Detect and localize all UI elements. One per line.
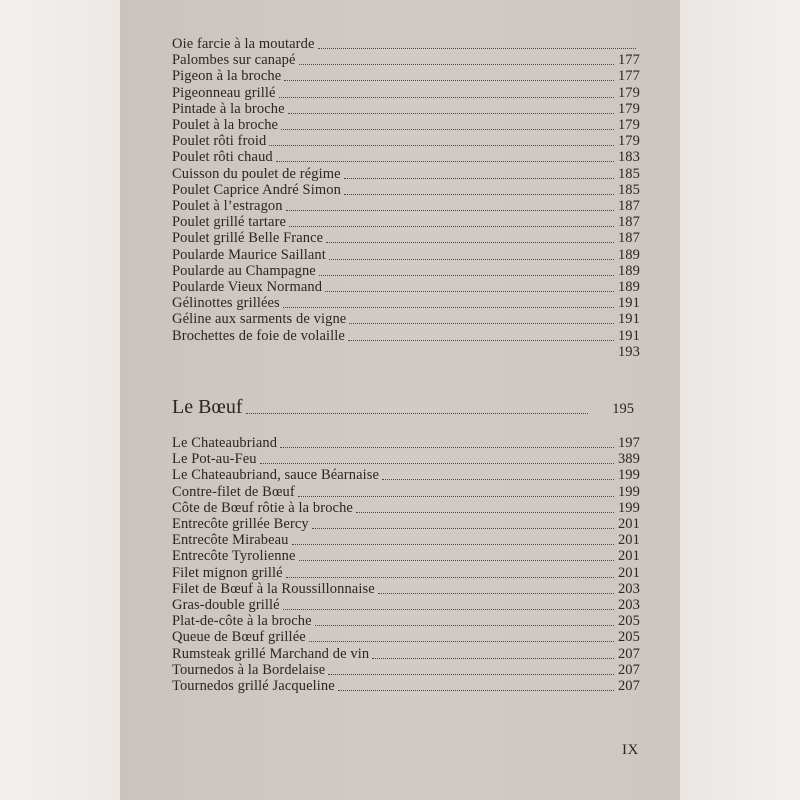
toc-entry [172, 678, 640, 694]
toc-entry [172, 613, 640, 629]
toc-entry-title: Rumsteak grillé Marchand de vin [172, 645, 370, 662]
toc-entry [172, 198, 640, 214]
dot-leader [356, 512, 614, 513]
toc-entry-title: Poulet rôti chaud [172, 149, 273, 166]
toc-entry-page-number: 205 [617, 629, 640, 646]
toc-entry-title: Poulet Caprice André Simon [172, 181, 341, 198]
toc-entry-page-number: 179 [617, 117, 640, 133]
toc-entry-title: Entrecôte Tyrolienne [172, 548, 296, 565]
dot-leader [329, 259, 614, 260]
dot-leader [288, 113, 614, 114]
toc-entry-page-number: 199 [617, 467, 640, 484]
toc-entry [172, 581, 640, 597]
dot-leader [348, 340, 614, 341]
dot-leader [269, 145, 614, 146]
dot-leader [344, 178, 614, 179]
toc-entry [172, 36, 640, 52]
toc-entry [172, 597, 640, 613]
dot-leader [349, 323, 614, 324]
dot-leader [319, 275, 614, 276]
dot-leader [276, 161, 614, 162]
toc-entry-page-number: 191 [617, 295, 640, 312]
toc-entry [172, 230, 640, 246]
toc-entry-page-number: 179 [617, 84, 640, 101]
toc-entry-title: Palombes sur canapé [172, 52, 296, 69]
toc-entry-title: Poularde Vieux Normand [172, 279, 323, 295]
section-heading [172, 395, 640, 419]
toc-entry [172, 662, 640, 678]
toc-entry [172, 629, 640, 645]
toc-entry-title: Contre-filet de Bœuf [172, 483, 295, 500]
toc-entry [172, 328, 640, 344]
toc-entry [172, 133, 640, 149]
toc-entry-title: Filet mignon grillé [172, 564, 283, 581]
toc-entry [172, 646, 640, 662]
dot-leader [284, 80, 614, 81]
toc-entry-page-number: 187 [617, 198, 640, 214]
toc-entry-title: Gras-double grillé [172, 597, 280, 613]
toc-entry [172, 311, 640, 327]
toc-entry [172, 182, 640, 198]
toc-entry [172, 52, 640, 68]
toc-entry-page-number: 187 [617, 214, 640, 231]
dot-leader [286, 577, 614, 578]
dot-leader [283, 609, 614, 610]
toc-entry-title: Entrecôte grillée Bercy [172, 516, 309, 532]
toc-entry [172, 451, 640, 467]
dot-leader [260, 463, 614, 464]
dot-leader [279, 97, 614, 98]
toc-entry [172, 263, 640, 279]
dot-leader [378, 593, 614, 594]
toc-entry-page-number: 199 [617, 499, 640, 516]
toc-entry-page-number: 201 [617, 532, 640, 549]
toc-entry-title: Queue de Bœuf grillée [172, 629, 306, 646]
toc-entry-title: Poulet grillé tartare [172, 214, 287, 231]
toc-entry-title: Cuisson du poulet de régime [172, 165, 341, 182]
toc-entry [172, 68, 640, 84]
toc-entry [172, 467, 640, 483]
dot-leader [299, 64, 614, 65]
toc-entry-title: Poulet à l’estragon [172, 198, 283, 214]
toc-entry-page-number: 201 [617, 516, 640, 532]
toc-entry-title: Brochettes de foie de volaille [172, 327, 345, 344]
dot-leader [283, 307, 614, 308]
toc-entry-page-number: 203 [617, 597, 640, 613]
toc-entry-page-number: 199 [617, 483, 640, 500]
toc-entry-title: Le Chateaubriand, sauce Béarnaise [172, 467, 380, 484]
dot-leader [246, 413, 589, 414]
toc-entry-title: Entrecôte Mirabeau [172, 532, 289, 549]
toc-entry-page-number: 207 [617, 645, 640, 662]
dot-leader [289, 226, 614, 227]
toc-entry [172, 516, 640, 532]
dot-leader [315, 625, 614, 626]
toc-entry [172, 500, 640, 516]
toc-entry-title: Poulet à la broche [172, 117, 279, 133]
toc-entry-page-number: 185 [617, 165, 640, 182]
toc-entry-title: Poulet grillé Belle France [172, 230, 324, 247]
dot-leader [382, 479, 614, 480]
toc-entry-page-number: 193 [617, 343, 640, 360]
toc-entry-title: Poularde Maurice Saillant [172, 246, 326, 263]
toc-entry-page-number: 187 [617, 230, 640, 247]
section-title: Le Bœuf [172, 396, 243, 418]
toc-entry-page-number: 179 [617, 133, 640, 150]
toc-entry-page-number: 197 [617, 435, 640, 451]
dot-leader [318, 48, 637, 49]
toc-entry-title: Géline aux sarments de vigne [172, 311, 347, 328]
dot-leader [286, 210, 614, 211]
toc-entry-page-number: 207 [617, 661, 640, 678]
toc-entry-page-number: 191 [617, 327, 640, 344]
dot-leader [281, 129, 614, 130]
toc-entry [172, 279, 640, 295]
toc-entry-page-number: 189 [617, 279, 640, 295]
toc-entry [172, 344, 640, 360]
background-left [0, 0, 120, 800]
dot-leader [326, 242, 614, 243]
toc-entry-title: Filet de Bœuf à la Roussillonnaise [172, 580, 375, 597]
toc-entry-title: Pigeon à la broche [172, 68, 282, 85]
dot-leader [312, 528, 614, 529]
toc-entry-page-number: 201 [617, 548, 640, 565]
toc-entry-title: Pintade à la broche [172, 100, 285, 117]
toc-entry [172, 548, 640, 564]
toc-entry-title: Oie farcie à la moutarde [172, 36, 315, 52]
toc-entry [172, 484, 640, 500]
toc-entry-title: Gélinottes grillées [172, 295, 280, 312]
toc-entry [172, 85, 640, 101]
dot-leader [309, 641, 614, 642]
toc-entry-page-number: 177 [617, 52, 640, 69]
toc-entry-title: Côte de Bœuf rôtie à la broche [172, 499, 353, 516]
dot-leader [338, 690, 614, 691]
toc-entry-title: Poulet rôti froid [172, 133, 267, 150]
dot-leader [372, 658, 614, 659]
dot-leader [328, 674, 614, 675]
toc-entry-page-number: 177 [617, 68, 640, 85]
toc-entry-title: Plat-de-côte à la broche [172, 613, 312, 630]
toc-entry-title: Le Chateaubriand [172, 435, 278, 451]
toc-entry-page-number: 389 [617, 451, 640, 468]
toc-entry [172, 435, 640, 451]
folio-page-number: IX [622, 742, 639, 758]
toc-entry-page-number: 179 [617, 100, 640, 117]
toc-entry [172, 532, 640, 548]
toc-entry-title: Tournedos à la Bordelaise [172, 661, 326, 678]
section-page-number: 195 [612, 401, 634, 417]
background-right [680, 0, 800, 800]
toc-entry-title: Poularde au Champagne [172, 262, 316, 279]
toc-entry-page-number: 191 [617, 311, 640, 328]
toc-entry [172, 101, 640, 117]
toc-entry [172, 166, 640, 182]
toc-entry-page-number: 201 [617, 564, 640, 581]
toc-entry-page-number: 185 [617, 181, 640, 198]
toc-entry-title: Pigeonneau grillé [172, 84, 276, 101]
dot-leader [344, 194, 614, 195]
toc-entry [172, 149, 640, 165]
toc-entry-page-number: 205 [617, 613, 640, 630]
toc-entry-page-number: 189 [617, 262, 640, 279]
toc-entry-title: Le Pot-au-Feu [172, 451, 257, 468]
dot-leader [280, 447, 614, 448]
toc-entry-title: Tournedos grillé Jacqueline [172, 678, 335, 694]
toc-entry [172, 565, 640, 581]
toc-entry [172, 295, 640, 311]
toc-entry [172, 117, 640, 133]
toc-entry-page-number: 203 [617, 580, 640, 597]
toc-entry-page-number: 207 [617, 678, 640, 694]
dot-leader [298, 496, 614, 497]
toc-entry [172, 214, 640, 230]
dot-leader [292, 544, 614, 545]
toc-entry-page-number: 183 [617, 149, 640, 166]
dot-leader [299, 560, 614, 561]
dot-leader [325, 291, 614, 292]
toc-entry [172, 247, 640, 263]
toc-entry-page-number: 189 [617, 246, 640, 263]
